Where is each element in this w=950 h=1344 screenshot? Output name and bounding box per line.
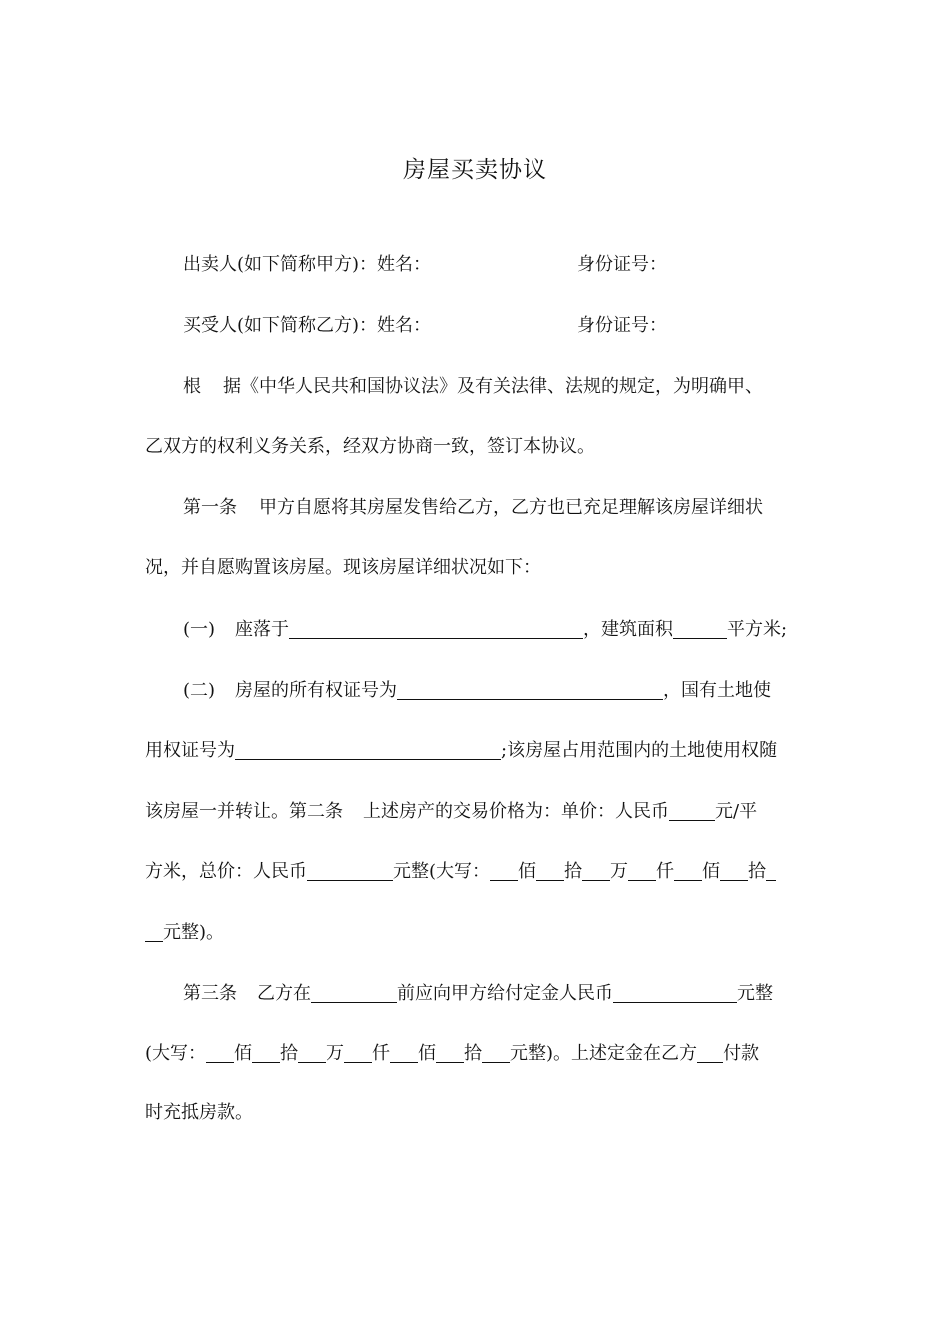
document-title: 房屋买卖协议 — [403, 157, 547, 183]
land-cert-blank[interactable] — [235, 739, 501, 760]
article3-line-3: 时充抵房款。 — [145, 1102, 253, 1123]
deposit-date-blank[interactable] — [311, 982, 397, 1003]
article3-heading: 第三条 — [183, 983, 237, 1004]
item2-line-1: (二) 房屋的所有权证号为 ，国有土地使 — [183, 680, 772, 701]
buyer-id-label: 身份证号： — [577, 315, 668, 336]
article1-line-1: 第一条 甲方自愿将其房屋发售给乙方，乙方也已充足理解该房屋详细状 — [183, 497, 763, 518]
item2-line-2: 用权证号为 ;该房屋占用范围内的土地使用权随 — [145, 740, 778, 761]
article1-line-2: 况，并自愿购置该房屋。现该房屋详细状况如下： — [145, 557, 541, 578]
total-price-blank[interactable] — [307, 860, 393, 881]
ownership-cert-blank[interactable] — [397, 679, 663, 700]
area-blank[interactable] — [673, 618, 727, 639]
intro-line-1: 根 据《中华人民共和国协议法》及有关法律、法规的规定，为明确甲、 — [183, 376, 763, 397]
unit-price-blank[interactable] — [669, 800, 715, 821]
buyer-line — [183, 311, 823, 341]
item2-line-3: 该房屋一并转让。第二条 上述房产的交易价格为：单价：人民币 元/平 — [145, 801, 758, 822]
item1-line: (一) 座落于 ，建筑面积 平方米; — [183, 619, 788, 640]
item2-line-5: 元整)。 — [145, 918, 825, 948]
article3-line-2: (大写： 佰 拾 万 仟 佰 拾 元整)。上述定金在乙方 付款 — [145, 1043, 760, 1064]
intro-line-2: 乙双方的权利义务关系，经双方协商一致，签订本协议。 — [145, 436, 595, 457]
location-blank[interactable] — [289, 618, 583, 639]
item2-line-4: 方米，总价：人民币 元整(大写： 佰 拾 万 仟 佰 拾 — [145, 857, 825, 887]
deposit-amount-blank[interactable] — [613, 982, 737, 1003]
seller-label: 出卖人(如下简称甲方)：姓名： — [183, 254, 432, 275]
article1-heading: 第一条 — [183, 497, 237, 518]
buyer-label: 买受人(如下简称乙方)：姓名： — [183, 315, 432, 336]
seller-line — [183, 250, 823, 280]
seller-id-label: 身份证号： — [577, 254, 668, 275]
article3-line-1: 第三条 乙方在 前应向甲方给付定金人民币 元整 — [183, 983, 773, 1004]
